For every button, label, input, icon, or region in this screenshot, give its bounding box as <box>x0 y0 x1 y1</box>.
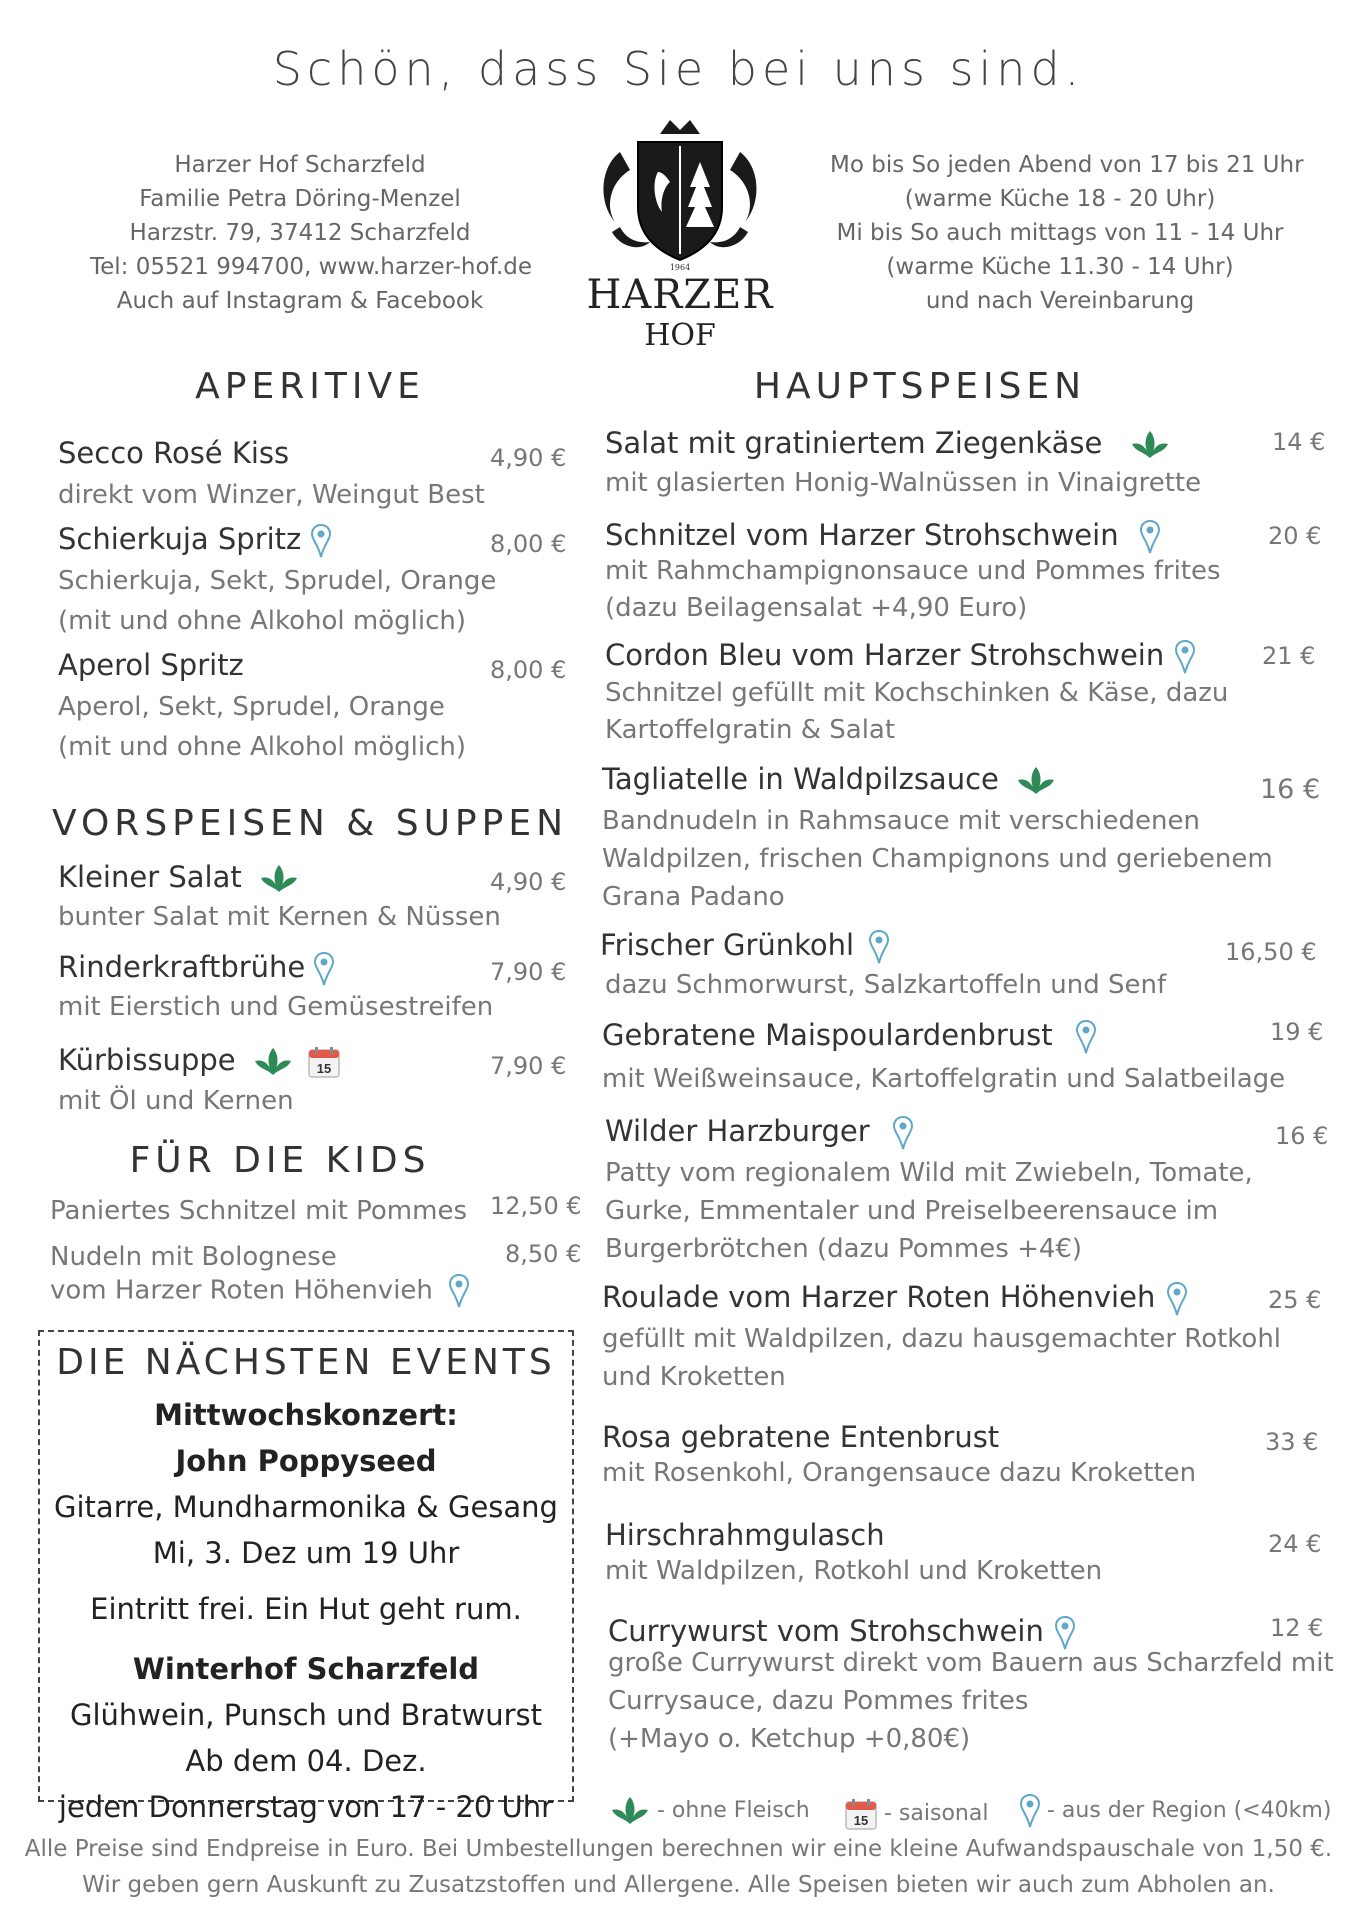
hours-line: und nach Vereinbarung <box>925 288 1195 314</box>
calendar-icon <box>308 1046 340 1078</box>
menu-item-price: 14 € <box>1272 428 1326 456</box>
menu-item-name: Rinderkraftbrühe <box>58 950 334 986</box>
location-pin-icon <box>1140 520 1160 554</box>
location-pin-icon <box>1020 1794 1040 1828</box>
event-detail: Glühwein, Punsch und Bratwurst <box>70 1698 542 1732</box>
event-detail: Gitarre, Mundharmonika & Gesang <box>54 1490 558 1524</box>
menu-item-desc: mit Rosenkohl, Orangensauce dazu Kroketten <box>602 1458 1197 1488</box>
menu-item-name: Rosa gebratene Entenbrust <box>602 1420 1000 1454</box>
location-pin-icon <box>1076 1020 1096 1054</box>
menu-item-price: 12,50 € <box>490 1192 582 1220</box>
calendar-icon <box>845 1798 877 1830</box>
menu-item-desc: mit Öl und Kernen <box>58 1086 294 1116</box>
leaf-icon <box>1130 430 1170 460</box>
aperitive-heading: APERITIVE <box>195 366 425 407</box>
menu-item-name: Aperol Spritz <box>58 648 244 682</box>
menu-item-price: 4,90 € <box>490 444 567 472</box>
menu-item-desc: Patty vom regionalem Wild mit Zwiebeln, Tomate, <box>605 1158 1253 1188</box>
legend-veg: - ohne Fleisch <box>610 1796 810 1826</box>
menu-item-name: Roulade vom Harzer Roten Höhenvieh <box>602 1280 1187 1316</box>
menu-item-desc: Aperol, Sekt, Sprudel, Orange <box>58 692 445 722</box>
event-date: jeden Donnerstag von 17 - 20 Uhr <box>58 1790 554 1824</box>
menu-item-desc: Grana Padano <box>602 882 785 912</box>
menu-item-desc: bunter Salat mit Kernen & Nüssen <box>58 902 501 932</box>
menu-item-price: 7,90 € <box>490 958 567 986</box>
menu-item-desc: (mit und ohne Alkohol möglich) <box>58 732 467 762</box>
menu-item-desc: dazu Schmorwurst, Salzkartoffeln und Senf <box>605 970 1167 1000</box>
menu-item-name: Nudeln mit Bolognese <box>50 1242 337 1272</box>
logo-subtitle: HOF <box>644 318 716 353</box>
location-pin-icon <box>314 952 334 986</box>
menu-item-name: Hirschrahmgulasch <box>605 1518 885 1552</box>
menu-item-price: 8,00 € <box>490 656 567 684</box>
menu-item-desc: Bandnudeln in Rahmsauce mit verschiedenen <box>602 806 1200 836</box>
hours-line: (warme Küche 11.30 - 14 Uhr) <box>886 254 1234 280</box>
menu-item-name: Currywurst vom Strohschwein <box>608 1614 1075 1650</box>
menu-item-name: Paniertes Schnitzel mit Pommes <box>50 1196 468 1226</box>
location-pin-icon <box>449 1274 469 1308</box>
crest-icon <box>590 112 770 272</box>
svg-text:1964: 1964 <box>669 263 691 272</box>
leaf-icon <box>610 1796 650 1826</box>
menu-item-price: 16 € <box>1275 1122 1329 1150</box>
leaf-icon <box>253 1047 293 1077</box>
menu-item-price: 7,90 € <box>490 1052 567 1080</box>
menu-item-name: Salat mit gratiniertem Ziegenkäse <box>605 426 1170 460</box>
menu-item-desc: (+Mayo o. Ketchup +0,80€) <box>608 1724 971 1754</box>
menu-item-name: Kleiner Salat <box>58 860 299 894</box>
menu-item-desc: Waldpilzen, frischen Champignons und geriebenem <box>602 844 1273 874</box>
menu-item-name: Gebratene Maispoulardenbrust <box>602 1018 1096 1054</box>
menu-item-price: 20 € <box>1268 522 1322 550</box>
vorspeisen-heading: VORSPEISEN & SUPPEN <box>51 803 569 844</box>
menu-item-price: 21 € <box>1262 642 1316 670</box>
legend-season: - saisonal <box>845 1798 988 1830</box>
menu-item-price: 24 € <box>1268 1530 1322 1558</box>
location-pin-icon <box>311 524 331 558</box>
menu-item-name: Frischer Grünkohl <box>600 928 889 964</box>
menu-item-desc: Schierkuja, Sekt, Sprudel, Orange <box>58 566 497 596</box>
menu-item-desc: große Currywurst direkt vom Bauern aus Scharzfeld mit <box>608 1648 1334 1678</box>
menu-item-name: Tagliatelle in Waldpilzsauce <box>602 762 1056 796</box>
menu-item-desc: Burgerbrötchen (dazu Pommes +4€) <box>605 1234 1083 1264</box>
hauptspeisen-heading: HAUPTSPEISEN <box>753 366 1087 407</box>
events-box <box>38 1330 574 1824</box>
menu-item-desc: mit glasierten Honig-Walnüssen in Vinaigrette <box>605 468 1202 498</box>
menu-item-desc: Kartoffelgratin & Salat <box>605 715 896 745</box>
location-pin-icon <box>1175 640 1195 674</box>
leaf-icon <box>1016 766 1056 796</box>
menu-item-price: 12 € <box>1270 1614 1324 1642</box>
hours-line: (warme Küche 18 - 20 Uhr) <box>904 186 1216 212</box>
menu-item-name: Cordon Bleu vom Harzer Strohschwein <box>605 638 1195 674</box>
menu-item-desc: mit Weißweinsauce, Kartoffelgratin und Salatbeilage <box>602 1064 1286 1094</box>
menu-item-desc: mit Eierstich und Gemüsestreifen <box>58 992 494 1022</box>
address-line: Harzer Hof Scharzfeld <box>174 152 426 178</box>
menu-item-price: 33 € <box>1265 1428 1319 1456</box>
menu-item-desc: Gurke, Emmentaler und Preiselbeerensauce im <box>605 1196 1219 1226</box>
event-title: Winterhof Scharzfeld <box>132 1652 480 1686</box>
menu-item-desc: Schnitzel gefüllt mit Kochschinken & Käse, dazu <box>605 678 1229 708</box>
location-pin-icon <box>1167 1282 1187 1316</box>
location-pin-icon <box>893 1116 913 1150</box>
menu-item-price: 25 € <box>1268 1286 1322 1314</box>
menu-item-price: 8,50 € <box>505 1240 582 1268</box>
legend-region: - aus der Region (<40km) <box>1020 1794 1331 1828</box>
contact-line[interactable]: Tel: 05521 994700, www.harzer-hof.de <box>90 254 533 280</box>
location-pin-icon <box>1055 1616 1075 1650</box>
kids-heading: FÜR DIE KIDS <box>129 1140 431 1181</box>
event-artist: John Poppyseed <box>175 1444 437 1478</box>
menu-item-name: Wilder Harzburger <box>605 1114 913 1150</box>
menu-item-name: Schierkuja Spritz <box>58 522 331 558</box>
social-line: Auch auf Instagram & Facebook <box>116 288 484 314</box>
location-pin-icon <box>869 930 889 964</box>
events-heading: DIE NÄCHSTEN EVENTS <box>56 1342 556 1383</box>
menu-item-name: Secco Rosé Kiss <box>58 436 290 470</box>
hours-line: Mi bis So auch mittags von 11 - 14 Uhr <box>836 220 1284 246</box>
menu-item-desc: mit Waldpilzen, Rotkohl und Kroketten <box>605 1556 1103 1586</box>
footer-note: Alle Preise sind Endpreise in Euro. Bei Umbestellungen berechnen wir eine kleine Aufwandspauschale von 1,50 €. <box>24 1836 1333 1862</box>
menu-item-name: Schnitzel vom Harzer Strohschwein <box>605 518 1160 554</box>
event-title: Mittwochskonzert: <box>154 1398 458 1432</box>
address-line: Familie Petra Döring-Menzel <box>139 186 461 212</box>
menu-item-desc: Currysauce, dazu Pommes frites <box>608 1686 1029 1716</box>
menu-item-desc: gefüllt mit Waldpilzen, dazu hausgemachter Rotkohl <box>602 1324 1282 1354</box>
menu-item-price: 19 € <box>1270 1018 1324 1046</box>
event-date: Mi, 3. Dez um 19 Uhr <box>152 1536 460 1570</box>
menu-item-desc: mit Rahmchampignonsauce und Pommes frites <box>605 556 1221 586</box>
menu-item-desc: direkt vom Winzer, Weingut Best <box>58 480 485 510</box>
address-line: Harzstr. 79, 37412 Scharzfeld <box>129 220 471 246</box>
footer-note: Wir geben gern Auskunft zu Zusatzstoffen und Allergene. Alle Speisen bieten wir auch zum Abholen an. <box>82 1872 1275 1898</box>
menu-item-price: 16,50 € <box>1225 938 1317 966</box>
menu-item-price: 4,90 € <box>490 868 567 896</box>
menu-item-desc: und Kroketten <box>602 1362 786 1392</box>
menu-item-name: vom Harzer Roten Höhenvieh <box>50 1274 469 1308</box>
welcome-heading: Schön, dass Sie bei uns sind. <box>272 42 1085 96</box>
menu-item-price: 16 € <box>1260 774 1321 805</box>
menu-item-price: 8,00 € <box>490 530 567 558</box>
menu-item-desc: (mit und ohne Alkohol möglich) <box>58 606 467 636</box>
event-date: Ab dem 04. Dez. <box>185 1744 427 1778</box>
opening-hours <box>830 148 1304 318</box>
event-detail: Eintritt frei. Ein Hut geht rum. <box>90 1592 522 1626</box>
harzer-hof-logo <box>586 112 774 362</box>
hours-line: Mo bis So jeden Abend von 17 bis 21 Uhr <box>830 152 1304 178</box>
leaf-icon <box>259 864 299 894</box>
restaurant-address <box>90 148 533 318</box>
logo-wordmark: HARZER <box>586 272 774 318</box>
menu-item-name: Kürbissuppe <box>58 1043 340 1078</box>
menu-item-desc: (dazu Beilagensalat +4,90 Euro) <box>605 593 1028 623</box>
